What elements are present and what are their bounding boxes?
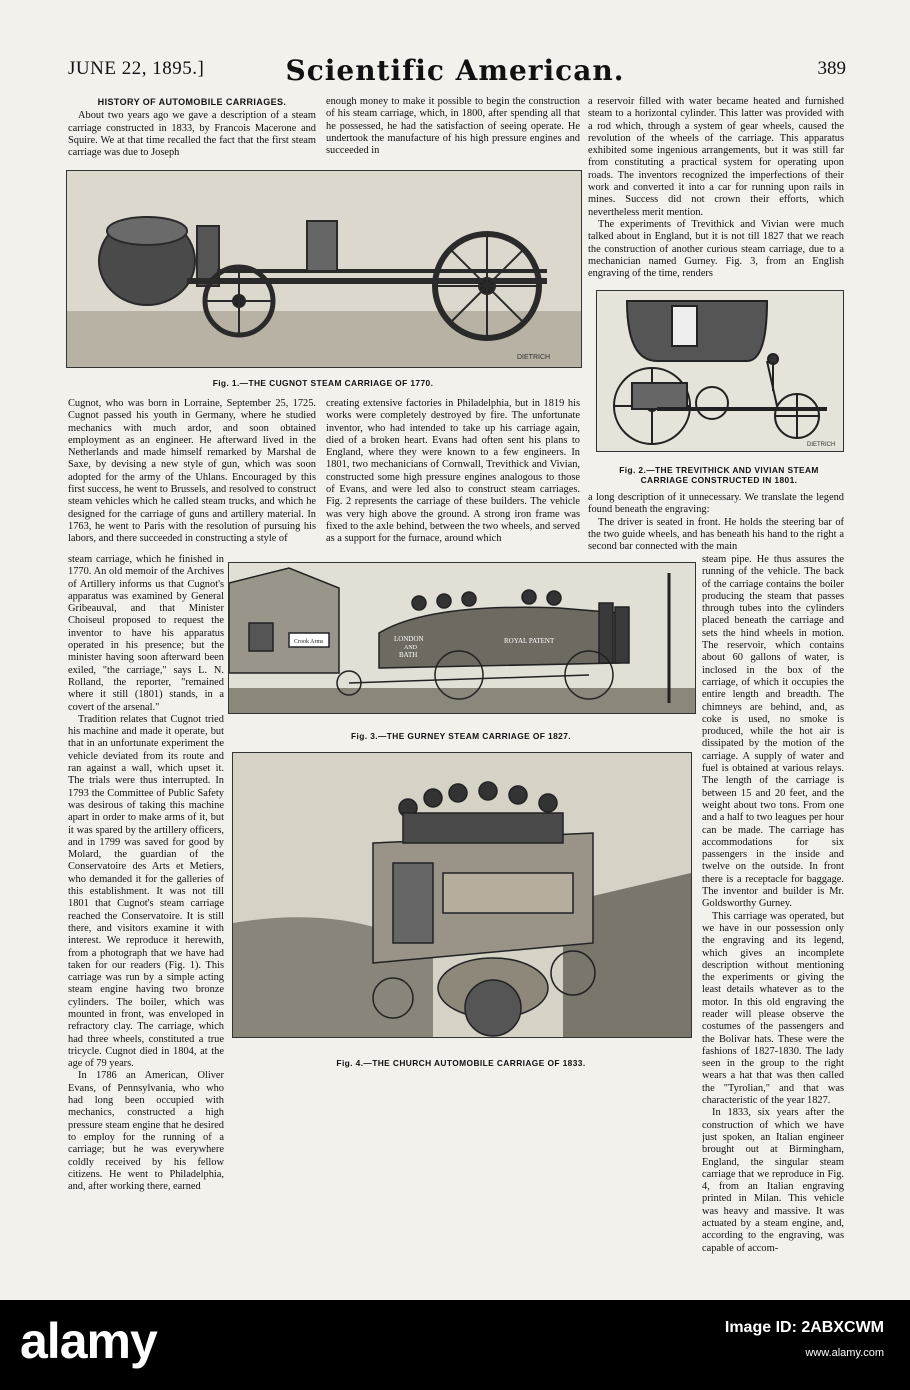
- article-heading: HISTORY OF AUTOMOBILE CARRIAGES.: [97, 97, 287, 107]
- image-id: Image ID: 2ABXCWM: [724, 1319, 884, 1336]
- article-column-3-narrow: [702, 554, 844, 1298]
- fig3-coach-text-1: LONDON: [394, 635, 424, 643]
- figure-1-caption: Fig. 1.—THE CUGNOT STEAM CARRIAGE OF 1770.: [212, 378, 434, 388]
- figure-3-caption: Fig. 3.—THE GURNEY STEAM CARRIAGE OF 1827.: [350, 731, 571, 741]
- fig3-coach-text-3: BATH: [399, 651, 418, 659]
- paragraph: steam pipe. He thus assures the running of the vehicle. The back of the carriage contains the boiler producing the steam that passes through tubes into the cylinders placed beneath the carriage and sets the hind wheels in motion. The reservoir, which contains about 60 gallons of water, is inclosed in the box of the carriage, of which it occupies the entire length and breadth. The chimneys are behind, and, as coke is used, no smoke is produced, while the hot air is dissipated by the motion of the carriage. A supply of water and fuel is obtained at various relays. The length of the carriage is between 15 and 20 feet, and the weight about two tons. From one and a half to two leagues per hour can be made. The carriage has accommodations for six passengers in the inside and twelve on the outside. In front there is a receptacle for baggage. The inventor and builder is Mr. Goldsworthy Gurney.: [702, 554, 844, 910]
- figure-4-church-carriage: [232, 752, 692, 1038]
- fig1-signature: DIETRICH: [517, 354, 551, 361]
- paragraph: enough money to make it possible to begin the construction of his steam carriage, which, in 1800, after spending all that he possessed, he had the satisfaction of seeing operate. He undertook the manufacture of his high pressure engines and succeeded in: [326, 96, 580, 157]
- figure-2-caption-line-2: CARRIAGE CONSTRUCTED IN 1801.: [640, 475, 798, 485]
- figure-2-caption: [592, 465, 846, 485]
- alamy-url: www.alamy.com: [805, 1347, 884, 1359]
- paragraph: About two years ago we gave a description of a steam carriage constructed in 1833, by Francois Macerone and Squire. We at that time recalled the fact that the first steam carriage was due to Joseph: [68, 110, 316, 159]
- article-column-1-top: [68, 96, 316, 160]
- paragraph: In 1786 an American, Oliver Evans, of Pennsylvania, who who had long been occupied with mechanics, constructed a high pressure steam engine that he desired to employ for the running of a carriage; but he was everywhere coldly received by his fellow citizens. He went to Philadelphia, and, after working there, earned: [68, 1070, 224, 1193]
- figure-2-trevithick-carriage: [596, 290, 844, 452]
- article-column-2-middle: [326, 398, 580, 554]
- image-id-block: [725, 1316, 884, 1365]
- alamy-logo: alamy: [20, 1313, 157, 1369]
- article-column-3-middle: [588, 492, 844, 554]
- article-column-1-narrow: [68, 554, 224, 1298]
- issue-date: JUNE 22, 1895.]: [68, 58, 205, 79]
- fig3-coach-text-2: AND: [404, 645, 417, 651]
- fig2-signature: DIETRICH: [807, 442, 836, 448]
- article-column-1-middle: [68, 398, 316, 554]
- figure-4-caption: Fig. 4.—THE CHURCH AUTOMOBILE CARRIAGE OF 1833.: [336, 1058, 586, 1068]
- figure-3-gurney-carriage: [228, 562, 696, 714]
- figure-2-caption-line-1: Fig. 2.—THE TREVITHICK AND VIVIAN STEAM: [619, 465, 819, 475]
- figure-1-cugnot-carriage: [66, 170, 582, 368]
- paragraph: a reservoir filled with water became heated and furnished steam to a horizontal cylinder. This latter was provided with a rod which, through a system of gear wheels, caused the revolution of the wheels of the carriage. This apparatus exhibited some ingenious arrangements, but it was still far from constituting a practical system for operating upon roads. The inventors recognized the imperfections of their work and converted it into a car for running upon rails in mines. Success did not crown their efforts, which nevertheless merit mention.: [588, 96, 844, 218]
- article-column-2-top: [326, 96, 580, 160]
- paragraph: The experiments of Trevithick and Vivian were much talked about in England, but it is not till 1827 that we reach the construction of another curious steam carriage, due to a mechanician named Gurney. Fig. 3, from an English engraving of the time, renders: [588, 218, 844, 280]
- masthead-title: Scientific American.: [285, 54, 625, 87]
- paragraph: a long description of it unnecessary. We translate the legend found beneath the engraving:: [588, 492, 844, 516]
- paragraph: Cugnot, who was born in Lorraine, September 25, 1725. Cugnot passed his youth in Germany, where he studied mechanics with much ardor, and soon obtained employment as an engineer. He afterward lived in the Netherlands and made himself remarked by Marshal de Saxe, by devising a new style of gun, which was soon adopted for the army of the Uhlans. Encouraged by this first success, he went to Brussels, and resolved to construct steam vehicles which he called steam trucks, and which he designed for the carriage of guns and artillery material. In 1763, he went to Paris with the resolution of pursuing his labors, and there succeeded in constructing a style of: [68, 398, 316, 545]
- page-number: 389: [817, 58, 846, 79]
- paragraph: This carriage was operated, but we have in our possession only the engraving and its legend, which gives an incomplete description without mentioning the experiments or giving the least details whatever as to the motor. In this old engraving the reader will please observe the costumes of the passengers and the Bolivar hats. These were the fashions of 1827-1830. The lady seen in the group to the right wears a hat that was then called the "Tyrolian," and that was characteristic of the year 1827.: [702, 910, 844, 1107]
- paragraph: steam carriage, which he finished in 1770. An old memoir of the Archives of Artillery informs us that Cugnot's apparatus was examined by General Gribeauval, and that Minister Choiseul proposed to request the inventor to have his apparatus operated in his presence; but the minister having soon afterward been exiled, "the carriage," says L. N. Rolland, the reporter, "remained where it still (1801) stands, in a covert of the arsenal.": [68, 554, 224, 713]
- paragraph: In 1833, six years after the construction of which we have just spoken, an Italian engineer brought out at Birmingham, England, the singular steam carriage that we reproduce in Fig. 4, from an Italian engraving printed in Milan. This vehicle was heavy and massive. It was actuated by a steam engine, and, according to the engraving, was capable of accom-: [702, 1107, 844, 1254]
- paragraph: The driver is seated in front. He holds the steering bar of the two guide wheels, and has beneath his hand to the right a second bar connected with the main: [588, 516, 844, 553]
- fig3-coach-text-4: ROYAL PATENT: [504, 637, 555, 645]
- article-column-3-top: [588, 96, 844, 284]
- paragraph: creating extensive factories in Philadelphia, but in 1819 his works were completely destroyed by fire. The unfortunate inventor, who had intended to take up his carriage again, died of a broken heart. Evans had often sent his plans to England, where they were known to a few engineers. In 1801, two mechanicians of Cornwall, Trevithick and Vivian, constructed some high pressure engines analogous to those of Evans, and were led also to construct steam carriages. Fig. 2 represents the carriage of these builders. The vehicle was very high above the ground. A strong iron frame was fixed to the axle behind, between the two wheels, and served as a support for the furnace, around which: [326, 398, 580, 545]
- paragraph: Tradition relates that Cugnot tried his machine and made it operate, but that in an unfortunate experiment the vehicle deviated from its route and ran against a wall, which upset it. The trials were thus interrupted. In 1793 the Committee of Public Safety was desirous of taking this machine apart in order to make arms of it, but it was spared by the artillery officers, and in 1799 was saved for good by Molard, the guardian of the Conservatoire des Arts et Metiers, who demanded it for the galleries of this establishment. It was not till 1801 that Cugnot's steam carriage reached the Conservatoire. It is still there, and visitors examine it with interest. We reproduce it herewith, from a photograph that we have had taken for our readers (Fig. 1). This carriage was run by a simple acting steam engine having two bronze cylinders. The boiler, which was mounted in front, was enveloped in refractory clay. The carriage, which had three wheels, constituted a true tricycle. Cugnot died in 1804, at the age of 79 years.: [68, 713, 224, 1070]
- fig3-inn-sign: Crook Arms: [294, 639, 324, 645]
